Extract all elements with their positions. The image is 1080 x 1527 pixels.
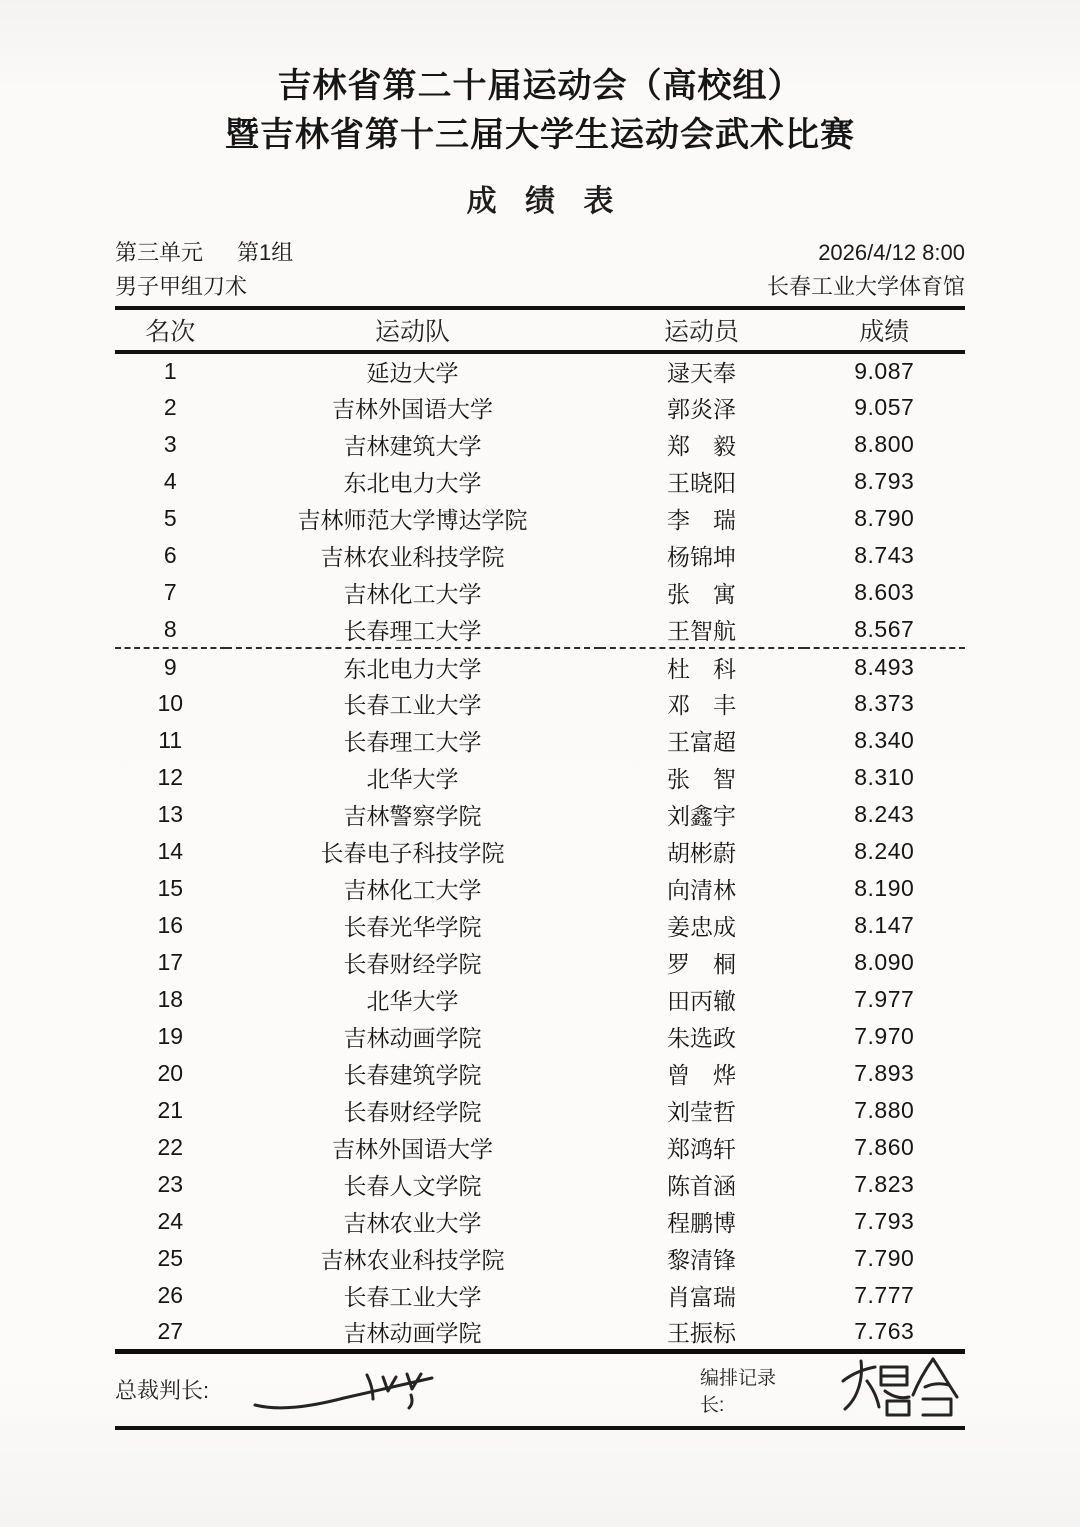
team-cell: 长春理工大学 [226,611,600,648]
score-cell: 7.777 [854,1282,915,1308]
table-row [115,1092,965,1129]
rank-cell: 6 [163,542,177,568]
athlete-cell: 郭炎泽 [667,396,736,422]
rank-cell: 4 [163,468,177,494]
team-cell: 吉林农业大学 [343,1210,482,1236]
score-cell: 8.743 [854,542,915,568]
table-row [115,981,965,1018]
rank-cell: 25 [157,1245,184,1271]
athlete-cell: 向清林 [667,877,736,903]
team-cell: 吉林建筑大学 [343,433,482,459]
athlete-cell: 杨锦坤 [667,544,736,570]
team-cell: 吉林农业科技学院 [320,544,505,570]
rank-cell: 1 [163,358,177,384]
rank-cell: 2 [163,394,177,420]
rank-cell: 23 [157,1171,184,1197]
score-cell: 8.567 [804,611,966,648]
team-cell: 东北电力大学 [343,470,482,496]
team-cell: 东北电力大学 [343,655,482,682]
competition-title-line2: 暨吉林省第十三届大学生运动会武术比赛 [225,116,855,154]
athlete-cell: 田丙辙 [667,988,736,1014]
table-row [115,463,965,500]
table-row [115,1277,965,1314]
rank-cell: 16 [157,912,184,938]
table-row [115,574,965,611]
rank-cell: 11 [158,727,183,753]
team-cell: 吉林师范大学博达学院 [297,507,528,533]
team-cell: 长春工业大学 [343,1284,482,1310]
athlete-cell: 刘莹哲 [667,1099,736,1125]
score-cell: 8.373 [854,690,915,716]
athlete-cell: 张 智 [667,766,736,792]
table-row [115,944,965,981]
athlete-cell: 杜 科 [667,655,736,682]
team-cell: 长春理工大学 [343,729,482,755]
score-cell: 7.977 [854,986,915,1012]
athlete-cell: 朱选政 [667,1025,736,1051]
rank-cell: 8 [115,611,226,648]
score-cell: 7.893 [854,1060,915,1086]
table-row [115,722,965,759]
score-cell: 8.493 [854,653,915,680]
athlete-cell: 肖富瑞 [667,1284,736,1310]
team-cell: 吉林外国语大学 [332,1136,493,1162]
athlete-cell: 邓 丰 [667,692,736,718]
chief-referee-label: 总裁判长: [115,1378,210,1403]
rank-cell: 19 [157,1023,184,1049]
rank-cell: 21 [157,1097,184,1123]
table-row [115,389,965,426]
team-cell: 长春电子科技学院 [320,840,505,866]
table-row [115,759,965,796]
rank-cell: 15 [157,875,184,901]
rank-cell: 3 [163,431,177,457]
rank-cell: 12 [157,764,184,790]
rank-cell: 26 [157,1282,184,1308]
table-row [115,685,965,722]
score-cell: 8.240 [854,838,915,864]
score-cell: 8.340 [854,727,915,753]
athlete-cell: 张 寓 [667,581,736,607]
table-header-row [115,308,965,352]
rank-cell: 10 [157,690,184,716]
session-unit-group [115,236,293,270]
recorder-signature [837,1351,965,1423]
results-table-body [115,352,965,1351]
rank-cell: 20 [157,1060,184,1086]
table-row [115,1129,965,1166]
athlete-cell: 郑 毅 [667,433,736,459]
rank-cell: 5 [163,505,177,531]
score-cell: 7.790 [854,1245,915,1271]
table-row [115,796,965,833]
header-athlete: 运动员 [600,308,804,352]
team-cell: 长春建筑学院 [343,1062,482,1088]
score-cell: 7.880 [854,1097,915,1123]
table-row [115,537,965,574]
table-row [115,500,965,537]
athlete-cell: 曾 烨 [667,1062,736,1088]
team-cell: 长春财经学院 [343,1099,482,1125]
team-cell: 长春财经学院 [343,951,482,977]
score-cell: 7.793 [854,1208,915,1234]
team-cell: 长春工业大学 [343,692,482,718]
score-cell: 9.087 [854,358,915,384]
rank-cell: 13 [157,801,184,827]
team-cell: 北华大学 [366,766,459,792]
athlete-cell: 郑鸿轩 [667,1136,736,1162]
venue-name: 长春工业大学体育馆 [766,274,965,299]
score-cell: 8.800 [854,431,915,457]
team-cell: 延边大学 [366,360,459,386]
score-cell: 8.147 [854,912,915,938]
score-cell: 7.970 [854,1023,915,1049]
score-cell: 8.603 [854,579,915,605]
team-cell: 吉林警察学院 [343,803,482,829]
team-cell: 吉林化工大学 [343,581,482,607]
team-cell: 吉林化工大学 [343,877,482,903]
team-cell: 长春光华学院 [343,914,482,940]
header-team: 运动队 [226,308,600,352]
rank-cell: 14 [157,838,184,864]
team-cell: 吉林动画学院 [343,1025,482,1051]
score-cell: 8.793 [854,468,915,494]
score-cell: 9.057 [854,394,915,420]
team-cell: 北华大学 [366,988,459,1014]
session-group: 第1组 [237,240,294,265]
table-row [115,870,965,907]
athlete-cell: 王富超 [667,729,736,755]
athlete-cell: 黎清锋 [667,1247,736,1273]
results-table [115,306,965,1354]
rank-cell: 9 [163,653,177,680]
header-rank: 名次 [115,308,226,352]
team-cell: 吉林动画学院 [226,1314,600,1351]
sheet-subtitle: 成 绩 表 [466,185,624,218]
athlete-cell: 逯天奉 [667,360,736,386]
score-cell: 8.310 [854,764,915,790]
table-row [115,907,965,944]
table-row [115,1166,965,1203]
chief-referee-signature [249,1361,449,1419]
table-row [115,426,965,463]
competition-title-line1: 吉林省第二十届运动会（高校组） [277,67,803,105]
score-cell: 7.763 [804,1314,966,1351]
athlete-cell: 王智航 [600,611,804,648]
athlete-cell: 程鹏博 [667,1210,736,1236]
athlete-cell: 陈首涵 [667,1173,736,1199]
table-row [115,1018,965,1055]
rank-cell: 24 [157,1208,184,1234]
signature-footer [115,1354,965,1430]
score-cell: 8.090 [854,949,915,975]
score-cell: 7.823 [854,1171,915,1197]
athlete-cell: 罗 桐 [667,951,736,977]
table-row [115,1314,965,1351]
table-row [115,1055,965,1092]
score-cell: 7.860 [854,1134,915,1160]
athlete-cell: 胡彬蔚 [667,840,736,866]
table-row [115,352,965,389]
session-unit: 第三单元 [115,240,204,265]
rank-cell: 27 [115,1314,226,1351]
header-score: 成绩 [804,308,966,352]
athlete-cell: 刘鑫宇 [667,803,736,829]
team-cell: 吉林外国语大学 [332,396,493,422]
session-datetime: 2026/4/12 8:00 [818,240,965,265]
table-row [115,1240,965,1277]
athlete-cell: 王振标 [600,1314,804,1351]
table-row [115,611,965,648]
team-cell: 长春人文学院 [343,1173,482,1199]
score-cell: 8.790 [854,505,915,531]
event-name: 男子甲组刀术 [115,274,248,299]
team-cell: 吉林农业科技学院 [320,1247,505,1273]
athlete-cell: 李 瑞 [667,507,736,533]
score-cell: 8.190 [854,875,915,901]
recorder-label: 编排记录长: [700,1367,777,1416]
rank-cell: 22 [157,1134,184,1160]
rank-cell: 17 [157,949,184,975]
table-row [115,648,965,685]
athlete-cell: 王晓阳 [667,470,736,496]
score-cell: 8.243 [854,801,915,827]
rank-cell: 7 [163,579,177,605]
athlete-cell: 姜忠成 [667,914,736,940]
session-meta [115,236,965,304]
rank-cell: 18 [157,986,184,1012]
table-row [115,833,965,870]
table-row [115,1203,965,1240]
